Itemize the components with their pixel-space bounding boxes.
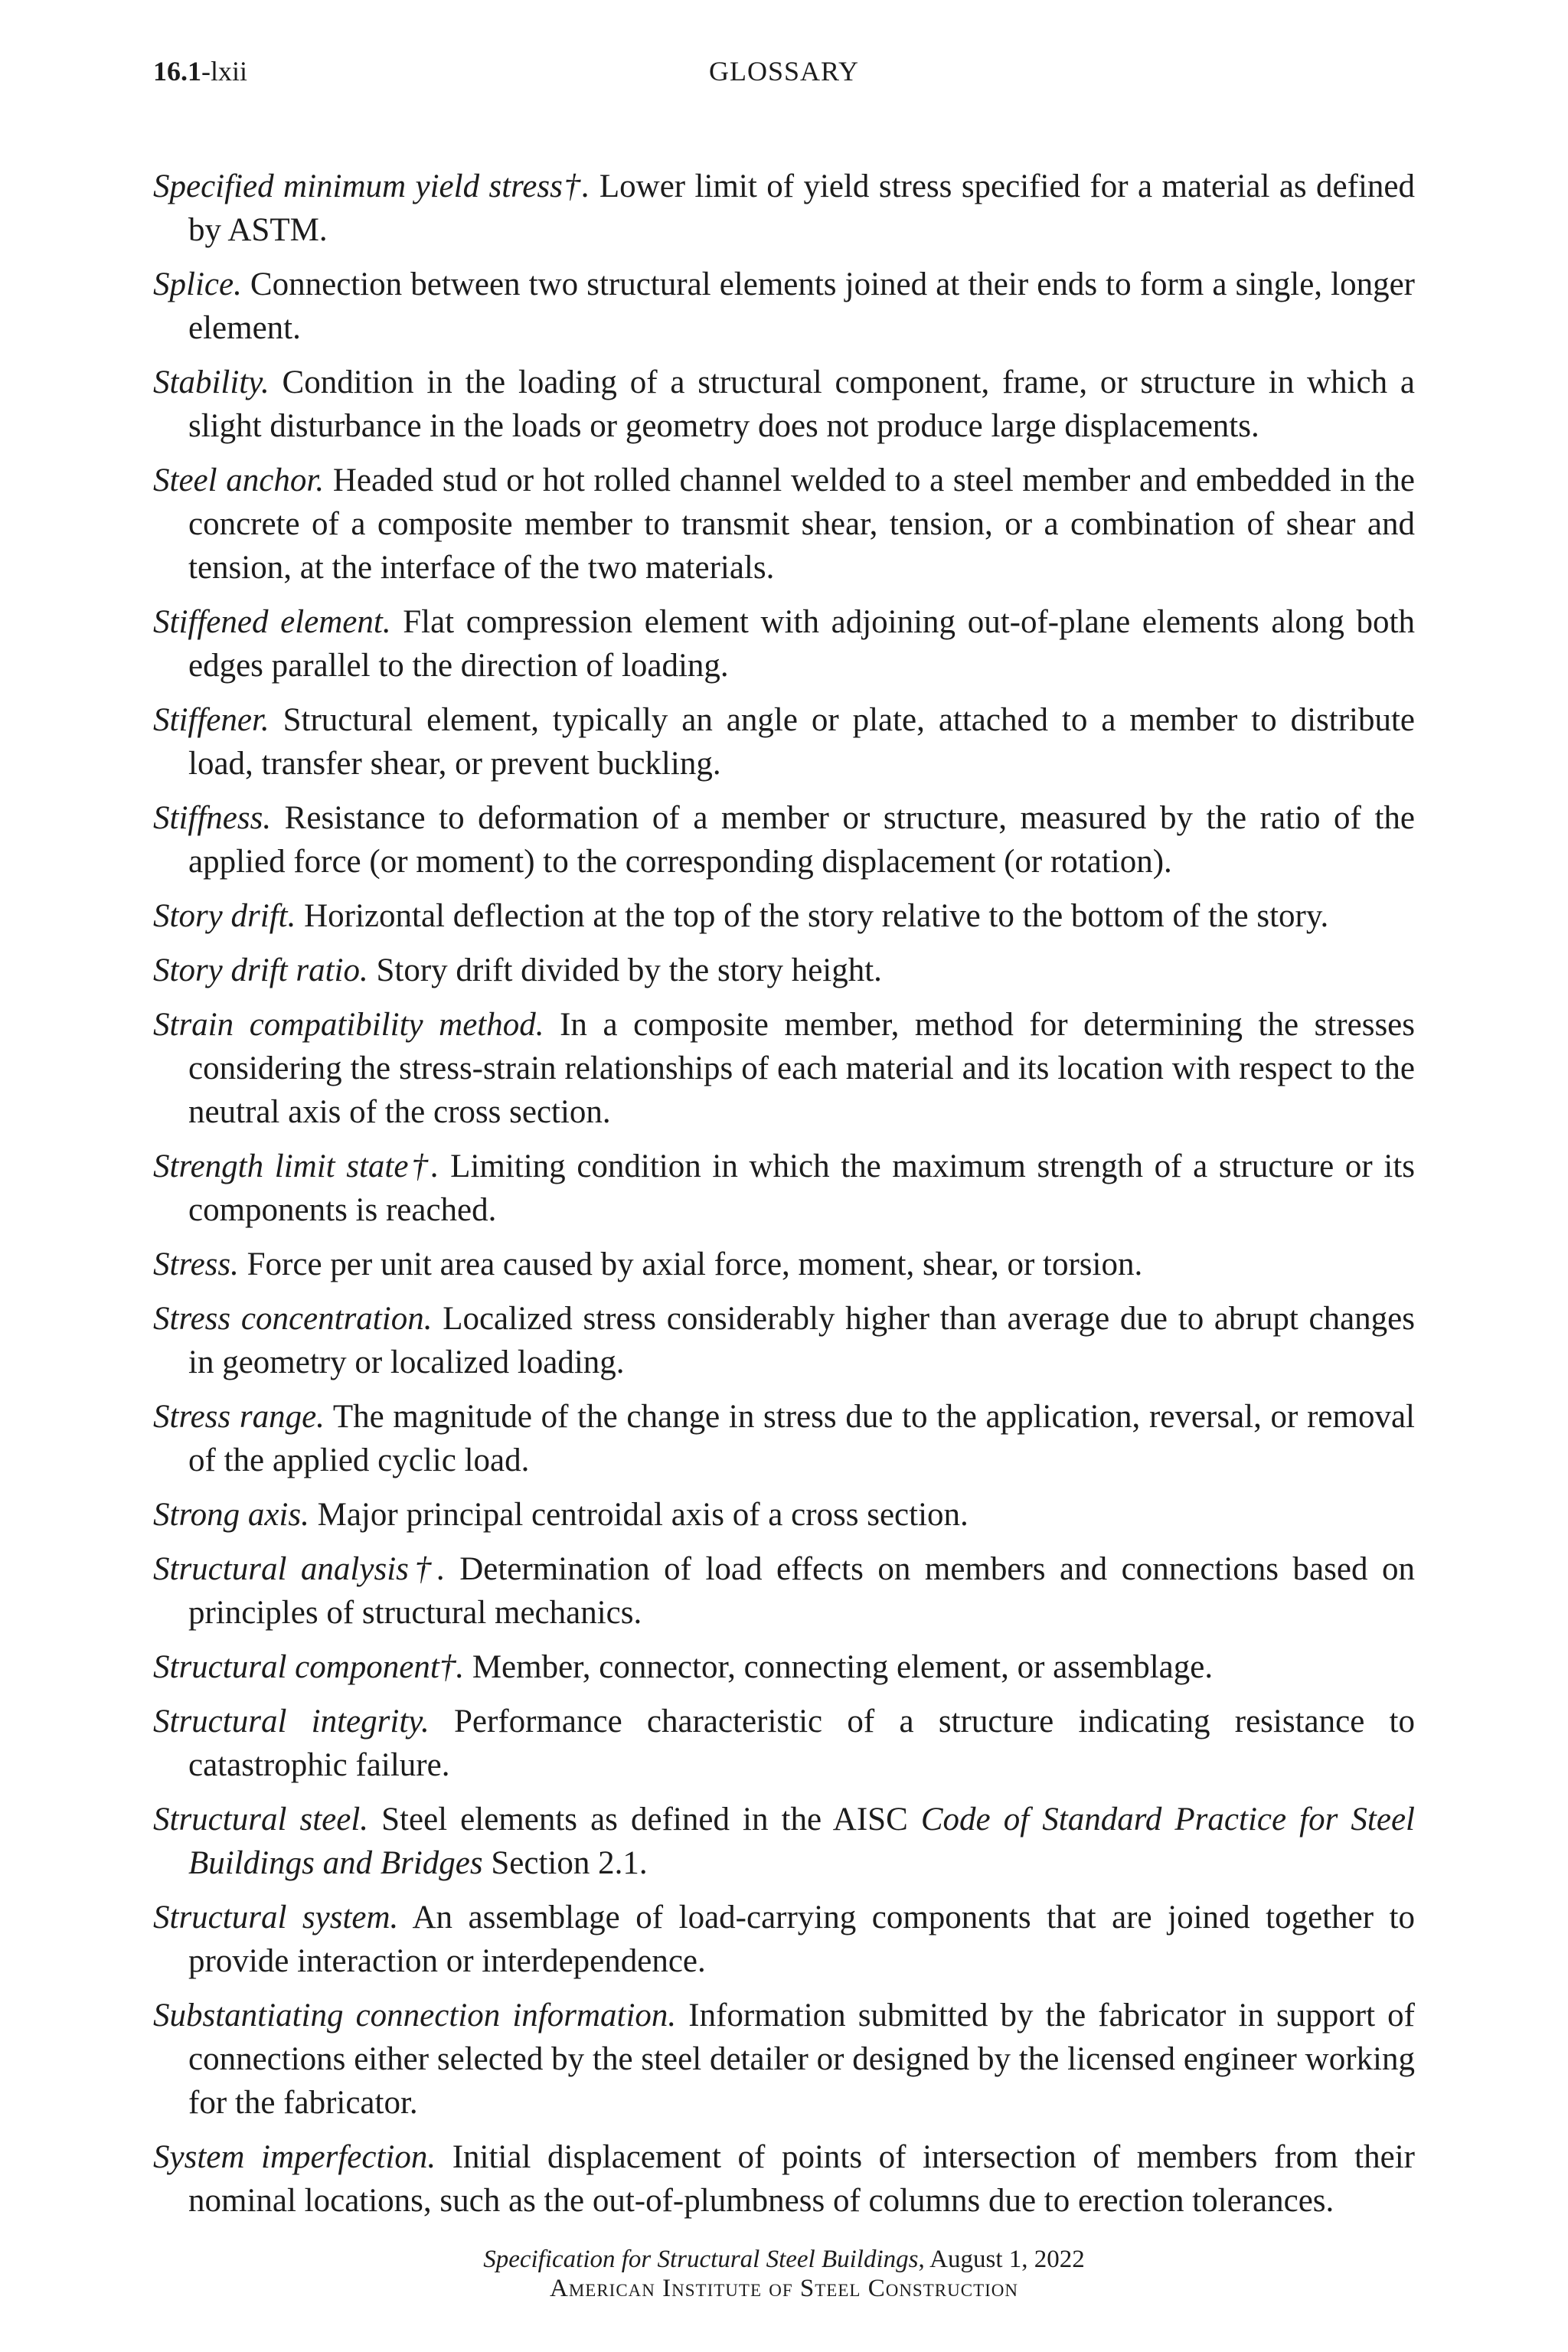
glossary-term: Stress.: [153, 1246, 239, 1282]
page-number-roman: -lxii: [201, 56, 247, 87]
glossary-term: Stress concentration.: [153, 1301, 433, 1337]
glossary-term: Strong axis.: [153, 1497, 309, 1533]
glossary-definition: Connection between two structural elements joined at their ends to form a single, longer element.: [188, 266, 1415, 346]
glossary-entry: [153, 698, 1415, 786]
glossary-entry: [153, 165, 1415, 252]
glossary-entry: [153, 600, 1415, 688]
glossary-entry: [153, 1395, 1415, 1482]
glossary-entry: [153, 894, 1415, 938]
glossary-definition: Initial displacement of points of intersection of members from their nominal locations, such as the out-of-plumbness of columns due to erection tolerances.: [188, 2139, 1415, 2219]
glossary-term: Stiffened element.: [153, 604, 391, 640]
glossary-entry: [153, 796, 1415, 884]
glossary-entry: [153, 1243, 1415, 1286]
footer-document-title: Specification for Structural Steel Buildings: [483, 2246, 919, 2273]
glossary-term: Splice.: [153, 266, 242, 302]
glossary-term: Structural component†.: [153, 1649, 465, 1685]
glossary-entry: [153, 1700, 1415, 1787]
glossary-entry: [153, 1145, 1415, 1232]
glossary-definition: Condition in the loading of a structural component, frame, or structure in which a slight disturbance in the loads or geometry does not produce large displacements.: [188, 364, 1415, 444]
glossary-definition-tail: Section 2.1.: [482, 1845, 648, 1881]
glossary-term: Structural steel.: [153, 1802, 369, 1838]
running-head: GLOSSARY: [708, 56, 860, 87]
glossary-entry: [153, 1003, 1415, 1134]
glossary-entry: [153, 1994, 1415, 2125]
glossary-term: Strength limit state†.: [153, 1148, 439, 1184]
glossary-definition: Member, connector, connecting element, or assemblage.: [464, 1649, 1214, 1685]
glossary-term: Story drift.: [153, 898, 296, 934]
glossary-definition: Steel elements as defined in the AISC: [368, 1802, 921, 1838]
glossary-entry: [153, 1493, 1415, 1537]
glossary-definition: Force per unit area caused by axial force, moment, shear, or torsion.: [238, 1246, 1143, 1282]
glossary-definition: In a composite member, method for determining the stresses considering the stress-strain relationships of each material and its location with respect to the neutral axis of the cross section.: [188, 1007, 1415, 1130]
glossary-definition: Performance characteristic of a structure indicating resistance to catastrophic failure.: [188, 1704, 1415, 1783]
page-footer: [0, 2245, 1568, 2303]
glossary-term: Steel anchor.: [153, 462, 325, 498]
glossary-term: Structural system.: [153, 1900, 399, 1936]
glossary-definition: Determination of load effects on members and connections based on principles of structural mechanics.: [188, 1551, 1415, 1631]
page-number-chapter: 16.1: [153, 56, 201, 87]
glossary-term: Stiffness.: [153, 800, 272, 836]
footer-organization: American Institute of Steel Construction: [550, 2275, 1018, 2302]
glossary-entry: [153, 263, 1415, 350]
footer-title-line: [0, 2245, 1568, 2274]
glossary-definition: Story drift divided by the story height.: [368, 952, 882, 988]
glossary-entry: [153, 1645, 1415, 1689]
glossary-term: Structural integrity.: [153, 1704, 430, 1740]
glossary-term: Stiffener.: [153, 702, 270, 738]
glossary-definition: Structural element, typically an angle or plate, attached to a member to distribute load, transfer shear, or prevent buckling.: [188, 702, 1415, 782]
glossary-entry: [153, 1297, 1415, 1384]
glossary-term: Structural analysis†.: [153, 1551, 446, 1587]
glossary-entries: [153, 165, 1415, 2233]
glossary-term: System imperfection.: [153, 2139, 436, 2175]
glossary-entry: [153, 1896, 1415, 1983]
glossary-term: Stability.: [153, 364, 270, 400]
glossary-entry: [153, 1547, 1415, 1635]
glossary-term: Story drift ratio.: [153, 952, 368, 988]
glossary-definition: Localized stress considerably higher than average due to abrupt changes in geometry or localized loading.: [188, 1301, 1416, 1380]
glossary-entry: [153, 949, 1415, 992]
glossary-term: Substantiating connection information.: [153, 1998, 677, 2034]
glossary-entry: [153, 361, 1415, 448]
glossary-definition: Flat compression element with adjoining out-of-plane elements along both edges parallel to the direction of loading.: [188, 604, 1416, 684]
glossary-definition: Headed stud or hot rolled channel welded to a steel member and embedded in the concrete of a composite member to transmit shear, tension, or a combination of shear and tension, at the interface of the two materials.: [188, 462, 1415, 586]
glossary-entry: [153, 1798, 1415, 1885]
glossary-entry: [153, 2135, 1415, 2223]
glossary-definition: Limiting condition in which the maximum strength of a structure or its components is reached.: [188, 1148, 1416, 1228]
glossary-definition: Horizontal deflection at the top of the story relative to the bottom of the story.: [296, 898, 1329, 934]
glossary-definition: Lower limit of yield stress specified for a material as defined by ASTM.: [188, 168, 1415, 248]
glossary-term: Strain compatibility method.: [153, 1007, 544, 1043]
glossary-definition: The magnitude of the change in stress due to the application, reversal, or removal of the applied cyclic load.: [188, 1399, 1415, 1478]
glossary-term: Stress range.: [153, 1399, 325, 1435]
glossary-definition: Information submitted by the fabricator in support of connections either selected by the steel detailer or designed by the licensed engineer working for the fabricator.: [188, 1998, 1415, 2121]
page-header: [153, 55, 1415, 98]
glossary-entry: [153, 459, 1415, 590]
glossary-term: Specified minimum yield stress†.: [153, 168, 590, 204]
glossary-definition-citation: Code of Standard Practice for Steel Buildings and Bridges: [188, 1802, 1415, 1881]
glossary-definition: An assemblage of load-carrying components that are joined together to provide interaction or interdependence.: [188, 1900, 1415, 1979]
glossary-definition: Resistance to deformation of a member or structure, measured by the ratio of the applied force (or moment) to the corresponding displacement (or rotation).: [188, 800, 1415, 880]
glossary-definition: Major principal centroidal axis of a cross section.: [309, 1497, 969, 1533]
footer-document-date: , August 1, 2022: [918, 2246, 1085, 2273]
